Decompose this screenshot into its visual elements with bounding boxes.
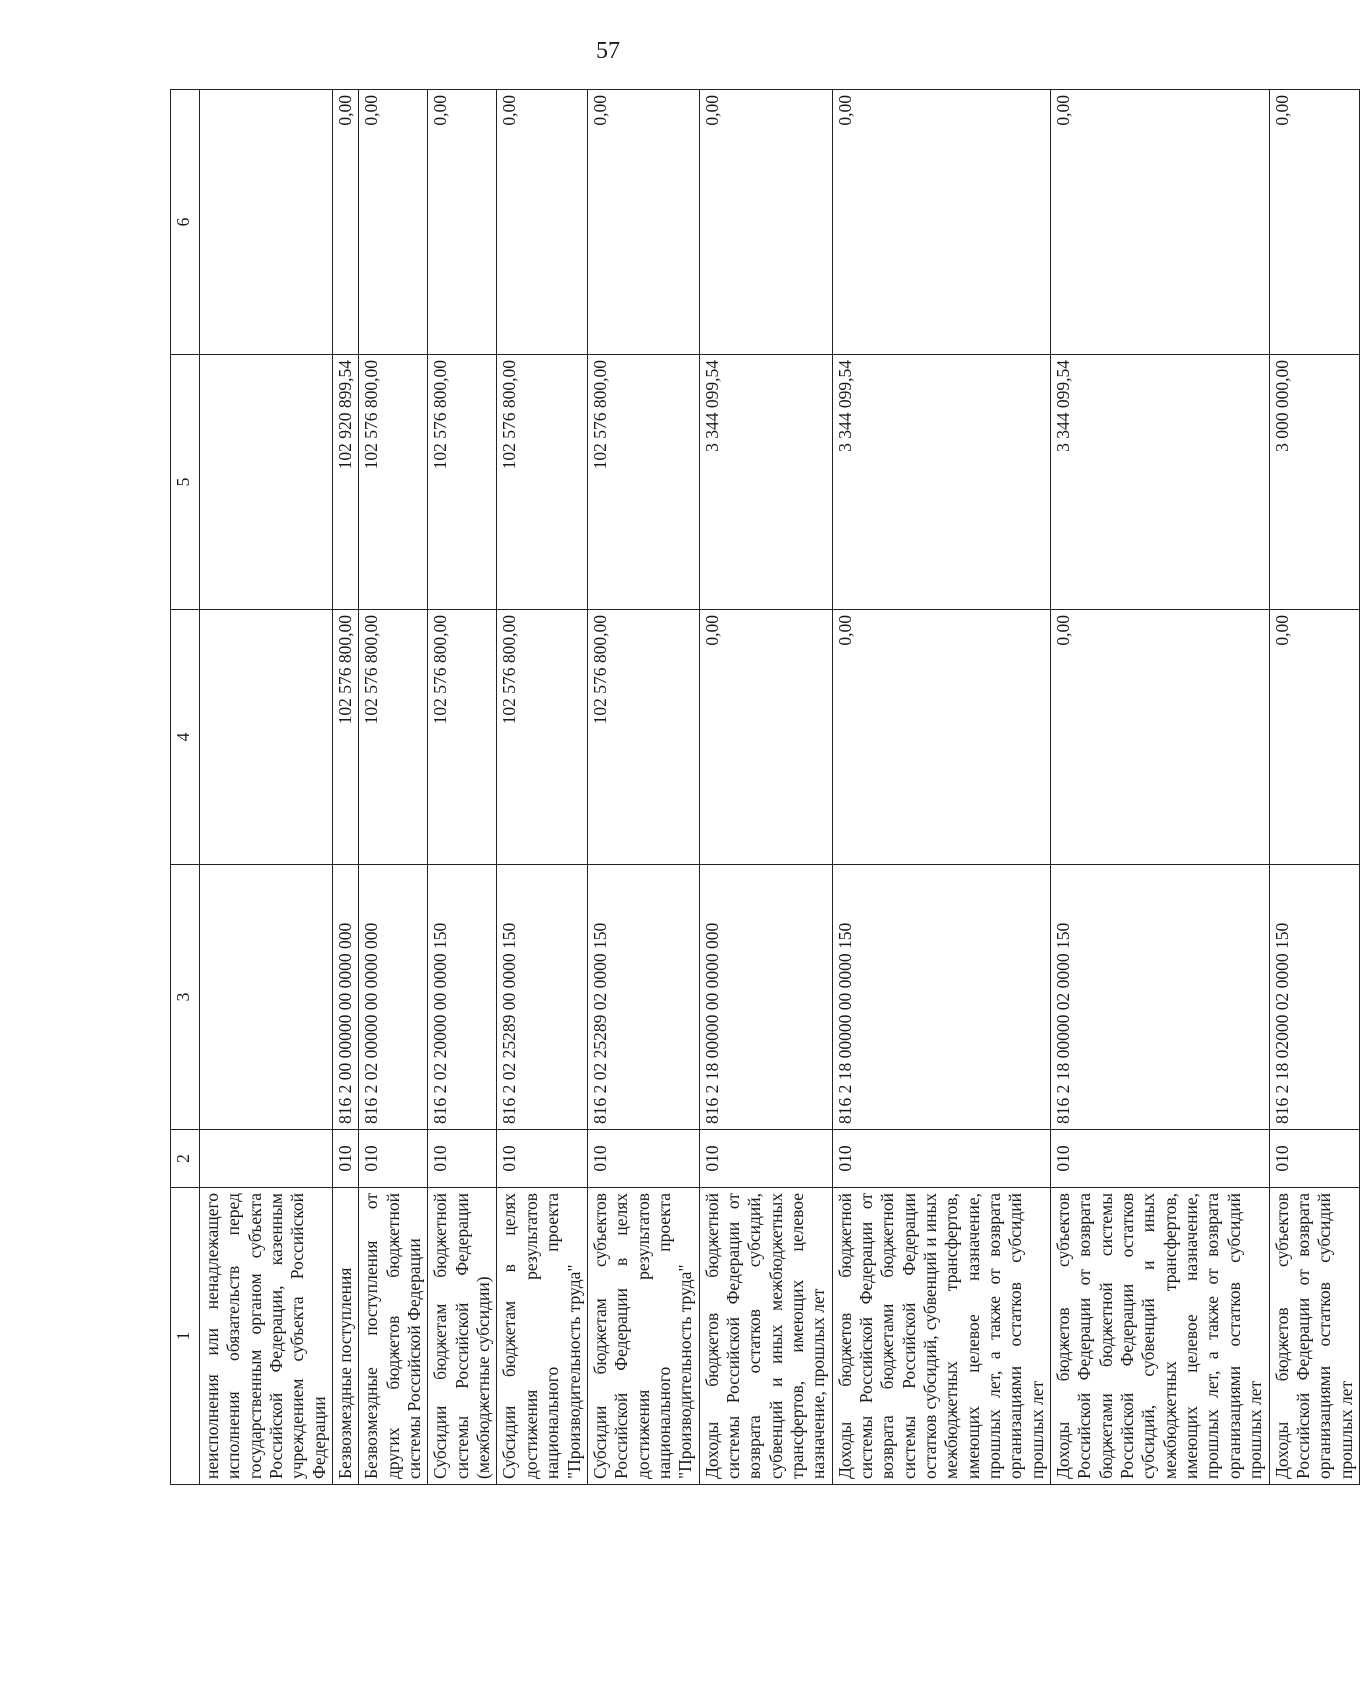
row-name-cell: Безвозмездные поступления от других бюджетов бюджетной системы Российской Федерации [359, 1188, 428, 1485]
row-kbk-cell: 816 2 18 00000 00 0000 000 [699, 865, 832, 1130]
row-value-col4-cell: 0,00 [1269, 610, 1359, 865]
row-value-col6-cell: 0,00 [497, 90, 587, 355]
header-cell: 4 [171, 610, 200, 865]
row-value-col5-cell: 102 576 800,00 [428, 355, 497, 610]
row-value-col5-cell: 3 344 099,54 [832, 355, 1050, 610]
row-value-col6-cell: 0,00 [333, 90, 359, 355]
row-value-col5-cell: 102 576 800,00 [497, 355, 587, 610]
table-row [832, 90, 1050, 1485]
row-value-col5-cell: 3 000 000,00 [1269, 355, 1359, 610]
row-value-col4-cell: 0,00 [832, 610, 1050, 865]
row-name-cell: Безвозмездные поступления [333, 1188, 359, 1485]
row-code-cell [200, 1130, 333, 1188]
table-row [428, 90, 497, 1485]
table-row [699, 90, 832, 1485]
table-row [200, 90, 333, 1485]
row-kbk-cell: 816 2 02 00000 00 0000 000 [359, 865, 428, 1130]
row-value-col6-cell: 0,00 [359, 90, 428, 355]
row-value-col6-cell: 0,00 [832, 90, 1050, 355]
header-cell: 3 [171, 865, 200, 1130]
row-value-col6-cell: 0,00 [699, 90, 832, 355]
table-row [333, 90, 359, 1485]
row-value-col6-cell: 0,00 [1051, 90, 1269, 355]
budget-table [170, 89, 1360, 1485]
row-kbk-cell: 816 2 18 02000 02 0000 150 [1269, 865, 1359, 1130]
row-value-col6-cell: 0,00 [1269, 90, 1359, 355]
row-value-col5-cell: 102 576 800,00 [359, 355, 428, 610]
table-row [587, 90, 699, 1485]
row-code-cell: 010 [699, 1130, 832, 1188]
row-code-cell: 010 [333, 1130, 359, 1188]
row-code-cell: 010 [497, 1130, 587, 1188]
row-code-cell: 010 [359, 1130, 428, 1188]
row-name-cell: Доходы бюджетов субъектов Российской Федерации от возврата организациями остатков субсидий прошлых лет [1269, 1188, 1359, 1485]
row-name-cell: Доходы бюджетов бюджетной системы Российской Федерации от возврата бюджетами бюджетной системы Российской Федерации остатков субсидий, субвенций и иных межбюджетных трансфертов, имеющих целевое назначение, прошлых лет, а также от возврата организациями остатков субсидий прошлых лет [832, 1188, 1050, 1485]
row-name-cell: Субсидии бюджетам в целях достижения результатов национального проекта "Производительность труда" [497, 1188, 587, 1485]
row-value-col4-cell: 102 576 800,00 [359, 610, 428, 865]
row-kbk-cell: 816 2 02 25289 00 0000 150 [497, 865, 587, 1130]
table-row [1269, 90, 1359, 1485]
table-row [1051, 90, 1269, 1485]
header-cell: 5 [171, 355, 200, 610]
row-value-col5-cell [200, 355, 333, 610]
row-code-cell: 010 [428, 1130, 497, 1188]
row-kbk-cell: 816 2 18 00000 02 0000 150 [1051, 865, 1269, 1130]
row-value-col4-cell: 102 576 800,00 [497, 610, 587, 865]
row-kbk-cell: 816 2 18 00000 00 0000 150 [832, 865, 1050, 1130]
row-code-cell: 010 [1051, 1130, 1269, 1188]
row-code-cell: 010 [832, 1130, 1050, 1188]
row-code-cell: 010 [1269, 1130, 1359, 1188]
row-value-col6-cell [200, 90, 333, 355]
header-row [171, 90, 200, 1485]
row-value-col4-cell: 102 576 800,00 [333, 610, 359, 865]
row-value-col5-cell: 3 344 099,54 [1051, 355, 1269, 610]
rotated-table-container [170, 90, 1356, 1485]
row-value-col5-cell: 102 920 899,54 [333, 355, 359, 610]
row-name-cell: неисполнения или ненадлежащего исполнения обязательств перед государственным органом субъекта Российской Федерации, казенным учреждением субъекта Российской Федерации [200, 1188, 333, 1485]
row-value-col4-cell: 102 576 800,00 [587, 610, 699, 865]
row-value-col4-cell: 102 576 800,00 [428, 610, 497, 865]
row-kbk-cell: 816 2 02 25289 02 0000 150 [587, 865, 699, 1130]
row-kbk-cell [200, 865, 333, 1130]
table-row [359, 90, 428, 1485]
row-value-col4-cell: 0,00 [699, 610, 832, 865]
table-row [497, 90, 587, 1485]
row-value-col6-cell: 0,00 [428, 90, 497, 355]
row-kbk-cell: 816 2 00 00000 00 0000 000 [333, 865, 359, 1130]
header-cell: 6 [171, 90, 200, 355]
row-value-col5-cell: 3 344 099,54 [699, 355, 832, 610]
row-kbk-cell: 816 2 02 20000 00 0000 150 [428, 865, 497, 1130]
row-value-col4-cell [200, 610, 333, 865]
row-value-col5-cell: 102 576 800,00 [587, 355, 699, 610]
header-cell: 1 [171, 1188, 200, 1485]
row-code-cell: 010 [587, 1130, 699, 1188]
budget-table-body [171, 90, 1360, 1485]
row-name-cell: Субсидии бюджетам бюджетной системы Российской Федерации (межбюджетные субсидии) [428, 1188, 497, 1485]
row-name-cell: Доходы бюджетов субъектов Российской Федерации от возврата бюджетами бюджетной системы Российской Федерации остатков субсидий, субвенций и иных межбюджетных трансфертов, имеющих целевое назначение, прошлых лет, а также от возврата организациями остатков субсидий прошлых лет [1051, 1188, 1269, 1485]
row-value-col6-cell: 0,00 [587, 90, 699, 355]
header-cell: 2 [171, 1130, 200, 1188]
row-name-cell: Субсидии бюджетам субъектов Российской Федерации в целях достижения результатов национального проекта "Производительность труда" [587, 1188, 699, 1485]
page-number: 57 [596, 38, 620, 64]
row-name-cell: Доходы бюджетов бюджетной системы Российской Федерации от возврата остатков субсидий, субвенций и иных межбюджетных трансфертов, имеющих целевое назначение, прошлых лет [699, 1188, 832, 1485]
row-value-col4-cell: 0,00 [1051, 610, 1269, 865]
